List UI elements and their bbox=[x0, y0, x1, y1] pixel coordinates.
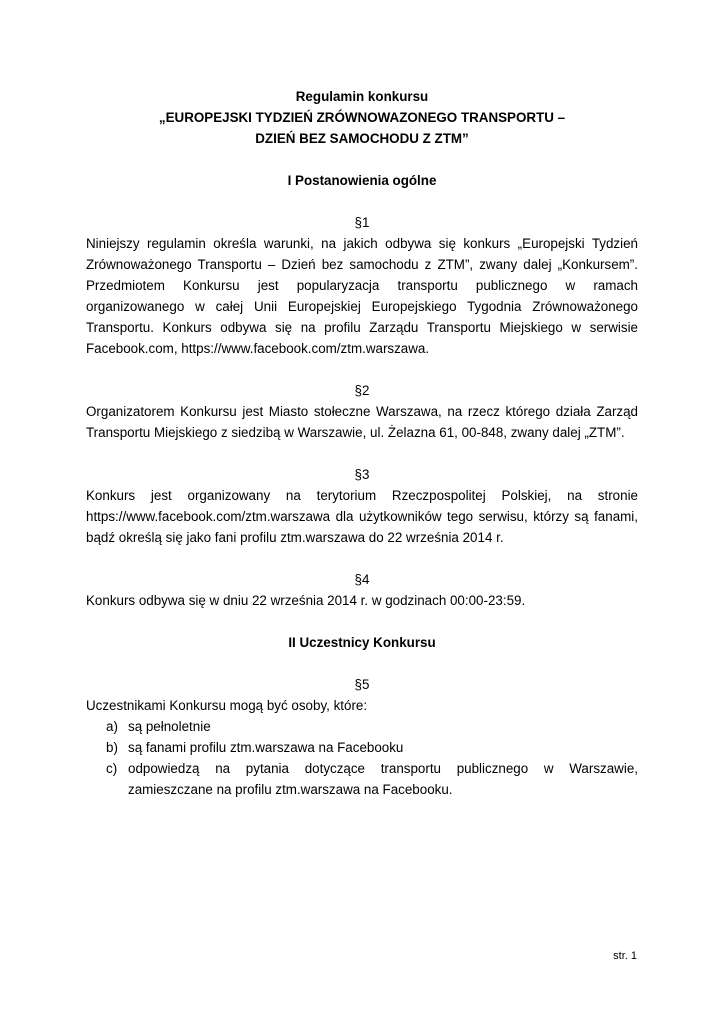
paragraph-number-2: §2 bbox=[354, 383, 370, 398]
paragraph-3-text: Konkurs jest organizowany na terytorium Rzeczpospolitej Polskiej, na stronie https://www.facebook.com/ztm.warszawa dla użytkowników tego serwisu, którzy są fanami, bądź określą się jako fani profilu ztm.warszawa do 22 września 2014 r. bbox=[86, 488, 638, 545]
paragraph-2-text: Organizatorem Konkursu jest Miasto stołeczne Warszawa, na rzecz którego działa Zarząd Transportu Miejskiego z siedzibą w Warszawie, ul. Żelazna 61, 00-848, zwany dalej „ZTM”. bbox=[86, 404, 638, 440]
list-item bbox=[86, 737, 638, 758]
list-item-text: są fanami profilu ztm.warszawa na Facebooku bbox=[128, 740, 404, 755]
list-item-marker: c) bbox=[106, 761, 118, 776]
page-number: str. 1 bbox=[613, 950, 637, 962]
paragraph-number-3: §3 bbox=[354, 467, 370, 482]
paragraph-1-text: Niniejszy regulamin określa warunki, na jakich odbywa się konkurs „Europejski Tydzień Zrównoważonego Transportu – Dzień bez samochodu z ZTM”, zwany dalej „Konkursem”. Przedmiotem Konkursu jest popularyzacja transportu publicznego w ramach organizowanego w całej Unii Europejskiej Europejskiego Tygodnia Zrównoważonego Transportu. Konkurs odbywa się na profilu Zarządu Transportu Miejskiego w serwisie Facebook.com, https://www.facebook.com/ztm.warszawa. bbox=[86, 236, 638, 356]
paragraph-4-text: Konkurs odbywa się w dniu 22 września 2014 r. w godzinach 00:00-23:59. bbox=[86, 593, 526, 608]
list-item-marker: a) bbox=[106, 719, 118, 734]
document-page bbox=[86, 86, 638, 800]
list-item bbox=[86, 716, 638, 737]
section-heading-general-provisions: I Postanowienia ogólne bbox=[287, 173, 437, 188]
list-item bbox=[86, 758, 638, 800]
section-heading-participants: II Uczestnicy Konkursu bbox=[288, 635, 436, 650]
list-item-marker: b) bbox=[106, 740, 118, 755]
paragraph-number-4: §4 bbox=[354, 572, 370, 587]
list-item-text: są pełnoletnie bbox=[128, 719, 211, 734]
contest-name-line-2: DZIEŃ BEZ SAMOCHODU Z ZTM” bbox=[255, 131, 469, 146]
paragraph-number-1: §1 bbox=[354, 215, 370, 230]
paragraph-5-intro: Uczestnikami Konkursu mogą być osoby, które: bbox=[86, 698, 368, 713]
document-title: Regulamin konkursu bbox=[295, 89, 429, 104]
participant-conditions-list bbox=[86, 716, 638, 800]
paragraph-number-5: §5 bbox=[354, 677, 370, 692]
list-item-text: odpowiedzą na pytania dotyczące transportu publicznego w Warszawie, zamieszczane na profilu ztm.warszawa na Facebooku. bbox=[128, 761, 638, 797]
contest-name-line-1: „EUROPEJSKI TYDZIEŃ ZRÓWNOWAZONEGO TRANSPORTU – bbox=[158, 110, 566, 125]
